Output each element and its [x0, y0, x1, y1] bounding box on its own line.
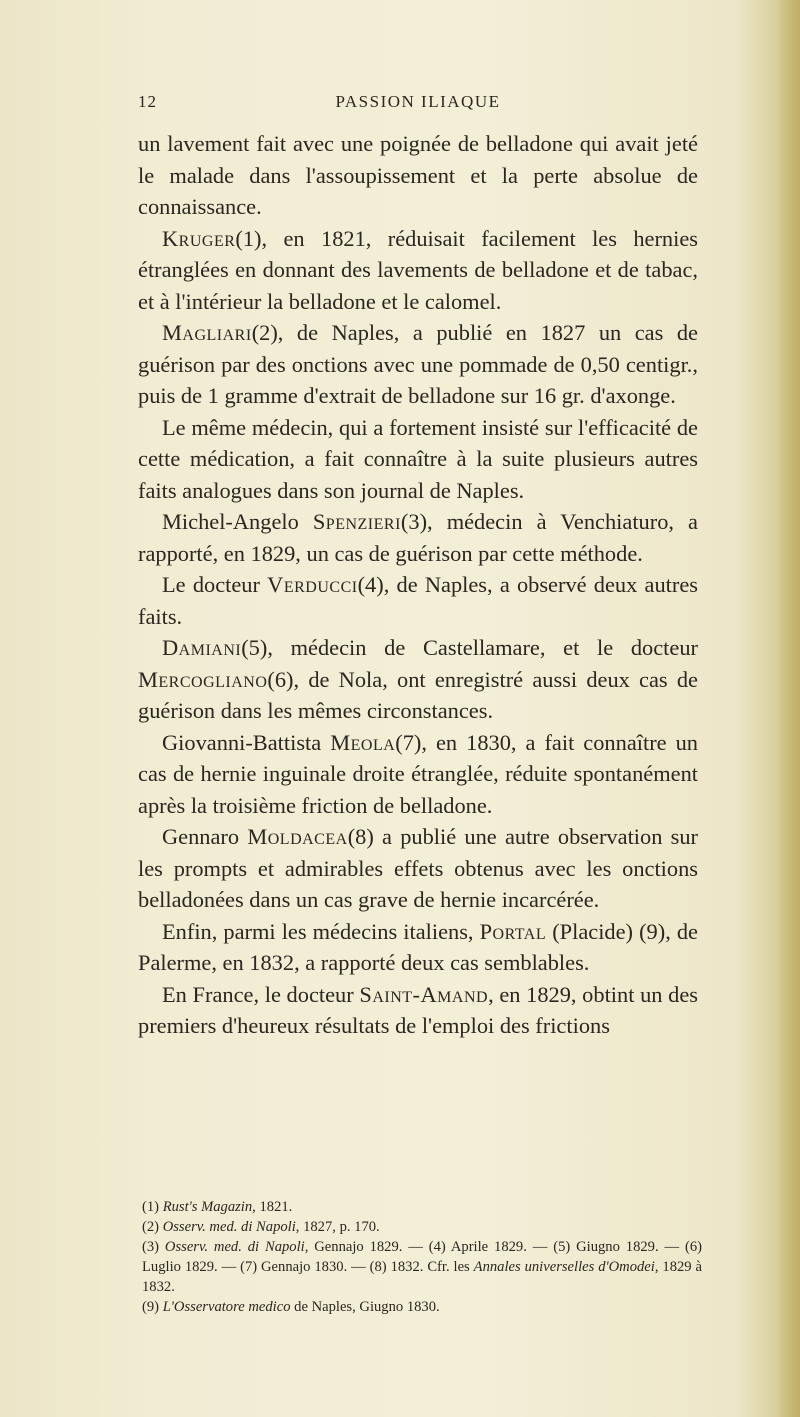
footnote-text: , 1829 à 1832.	[142, 1259, 702, 1295]
author-name: Meola	[330, 729, 396, 755]
author-name: Damiani	[162, 635, 242, 660]
paragraph-text: , en 1821, réduisait facilement les hernies étranglées en donnant des lavements de belladone et de tabac, et à l'intérieur la belladone et le calomel.	[138, 225, 698, 314]
footnote-ref: (3)	[400, 509, 428, 534]
paragraph-6	[138, 569, 698, 632]
author-name: Magliari	[162, 320, 252, 345]
author-name: Spenzieri	[312, 509, 401, 534]
paragraph-text: , médecin à Venchiaturo, a rapporté, en 1829, un cas de guérison par cette méthode.	[138, 509, 698, 566]
paragraph-1	[138, 128, 698, 223]
paragraph-prefix: Enfin, parmi les médecins italiens,	[162, 918, 480, 944]
footnote-text: , Gennajo 1829. — (4) Aprile 1829. — (5) Giugno 1829. — (6) Luglio 1829. — (7) Gennajo 1830. — (8) 1832. Cfr. les	[142, 1239, 702, 1275]
author-name: Portal	[479, 918, 547, 944]
author-name: Verducci	[267, 572, 358, 597]
footnote-ref: (6)	[267, 666, 294, 692]
paragraph-text: , en 1829, obtint un des premiers d'heureux résultats de l'emploi des frictions	[138, 981, 699, 1038]
body-text	[138, 128, 698, 1042]
paragraph-text: , médecin de Castellamare, et le docteur	[267, 635, 698, 660]
footnote-source: Osserv. med. di Napoli	[162, 1219, 296, 1235]
author-name: Saint-Amand	[359, 981, 489, 1007]
footnote-text: , 1827, p. 170.	[295, 1219, 380, 1235]
paragraph-text: un lavement fait avec une poignée de belladone qui avait jeté le malade dans l'assoupissement et la perte absolue de connaissance.	[138, 131, 698, 219]
paragraph-11	[138, 979, 698, 1042]
page-edge-shadow	[778, 0, 800, 1417]
footnote-ref: (4)	[357, 572, 384, 597]
paragraph-prefix: Giovanni-Battista	[162, 729, 331, 755]
page-header	[138, 92, 698, 120]
author-name: Kruger	[162, 225, 236, 251]
paragraph-text: , de Nola, ont enregistré aussi deux cas de guérison dans les mêmes circonstances.	[138, 666, 698, 723]
footnote-ref: (7)	[395, 729, 422, 755]
footnote-number: (2)	[142, 1219, 160, 1235]
footnote-source: L'Osservatore medico	[162, 1299, 291, 1315]
paragraph-8	[138, 727, 698, 822]
paragraph-prefix: Gennaro	[162, 824, 248, 849]
paragraph-text: a publié une autre observation sur les prompts et admirables effets obtenus avec les onctions belladonées dans un cas grave de hernie incarcérée.	[138, 824, 698, 912]
footnote-number: (3)	[142, 1239, 160, 1255]
paragraph-5	[138, 506, 698, 569]
paragraph-prefix: Le docteur	[162, 572, 268, 597]
paragraph-9	[138, 821, 698, 916]
author-name: Moldacea	[247, 824, 348, 849]
paragraph-7	[138, 632, 698, 727]
paragraph-prefix: En France, le docteur	[162, 981, 360, 1007]
paragraph-text: , de Palerme, en 1832, a rapporté deux cas semblables.	[138, 918, 698, 975]
footnote-ref: (2)	[251, 320, 278, 345]
paragraph-10	[138, 916, 698, 979]
footnote-text: , 1821.	[252, 1199, 293, 1215]
paragraph-3	[138, 317, 698, 412]
footnote-ref: (Placide) (9)	[546, 918, 666, 944]
footnote-number: (1)	[142, 1199, 160, 1215]
footnotes	[142, 1197, 702, 1317]
paragraph-text: Le même médecin, qui a fortement insisté sur l'efficacité de cette médication, a fait connaître à la suite plusieurs autres faits analogues dans son journal de Naples.	[138, 414, 698, 503]
footnote-9	[142, 1297, 702, 1317]
footnote-ref: (5)	[241, 635, 268, 660]
footnote-source: Osserv. med. di Napoli	[164, 1239, 305, 1255]
footnote-text: de Naples, Giugno 1830.	[290, 1299, 440, 1315]
paragraph-prefix: Michel-Angelo	[162, 509, 313, 534]
footnote-number: (9)	[142, 1299, 160, 1315]
paragraph-text: , en 1830, a fait connaître un cas de hernie inguinale droite étranglée, réduite spontanément après la troisième friction de belladone.	[138, 729, 698, 818]
page-number: 12	[138, 92, 157, 111]
paragraph-text: , de Naples, a publié en 1827 un cas de guérison par des onctions avec une pommade de 0,50 centigr., puis de 1 gramme d'extrait de belladone sur 16 gr. d'axonge.	[138, 320, 698, 408]
footnote-1	[142, 1197, 702, 1217]
paragraph-4	[138, 412, 698, 507]
author-name: Mercogliano	[138, 666, 268, 692]
footnote-source: Rust's Magazin	[162, 1199, 253, 1215]
footnote-source: Annales universelles d'Omodei	[473, 1259, 655, 1275]
footnote-ref: (8)	[347, 824, 374, 849]
running-title: PASSION ILIAQUE	[335, 92, 501, 111]
footnote-ref: (1)	[235, 225, 262, 251]
paragraph-text: , de Naples, a observé deux autres faits.	[138, 572, 698, 629]
paragraph-2	[138, 223, 698, 318]
footnote-3	[142, 1237, 702, 1297]
footnote-2	[142, 1217, 702, 1237]
